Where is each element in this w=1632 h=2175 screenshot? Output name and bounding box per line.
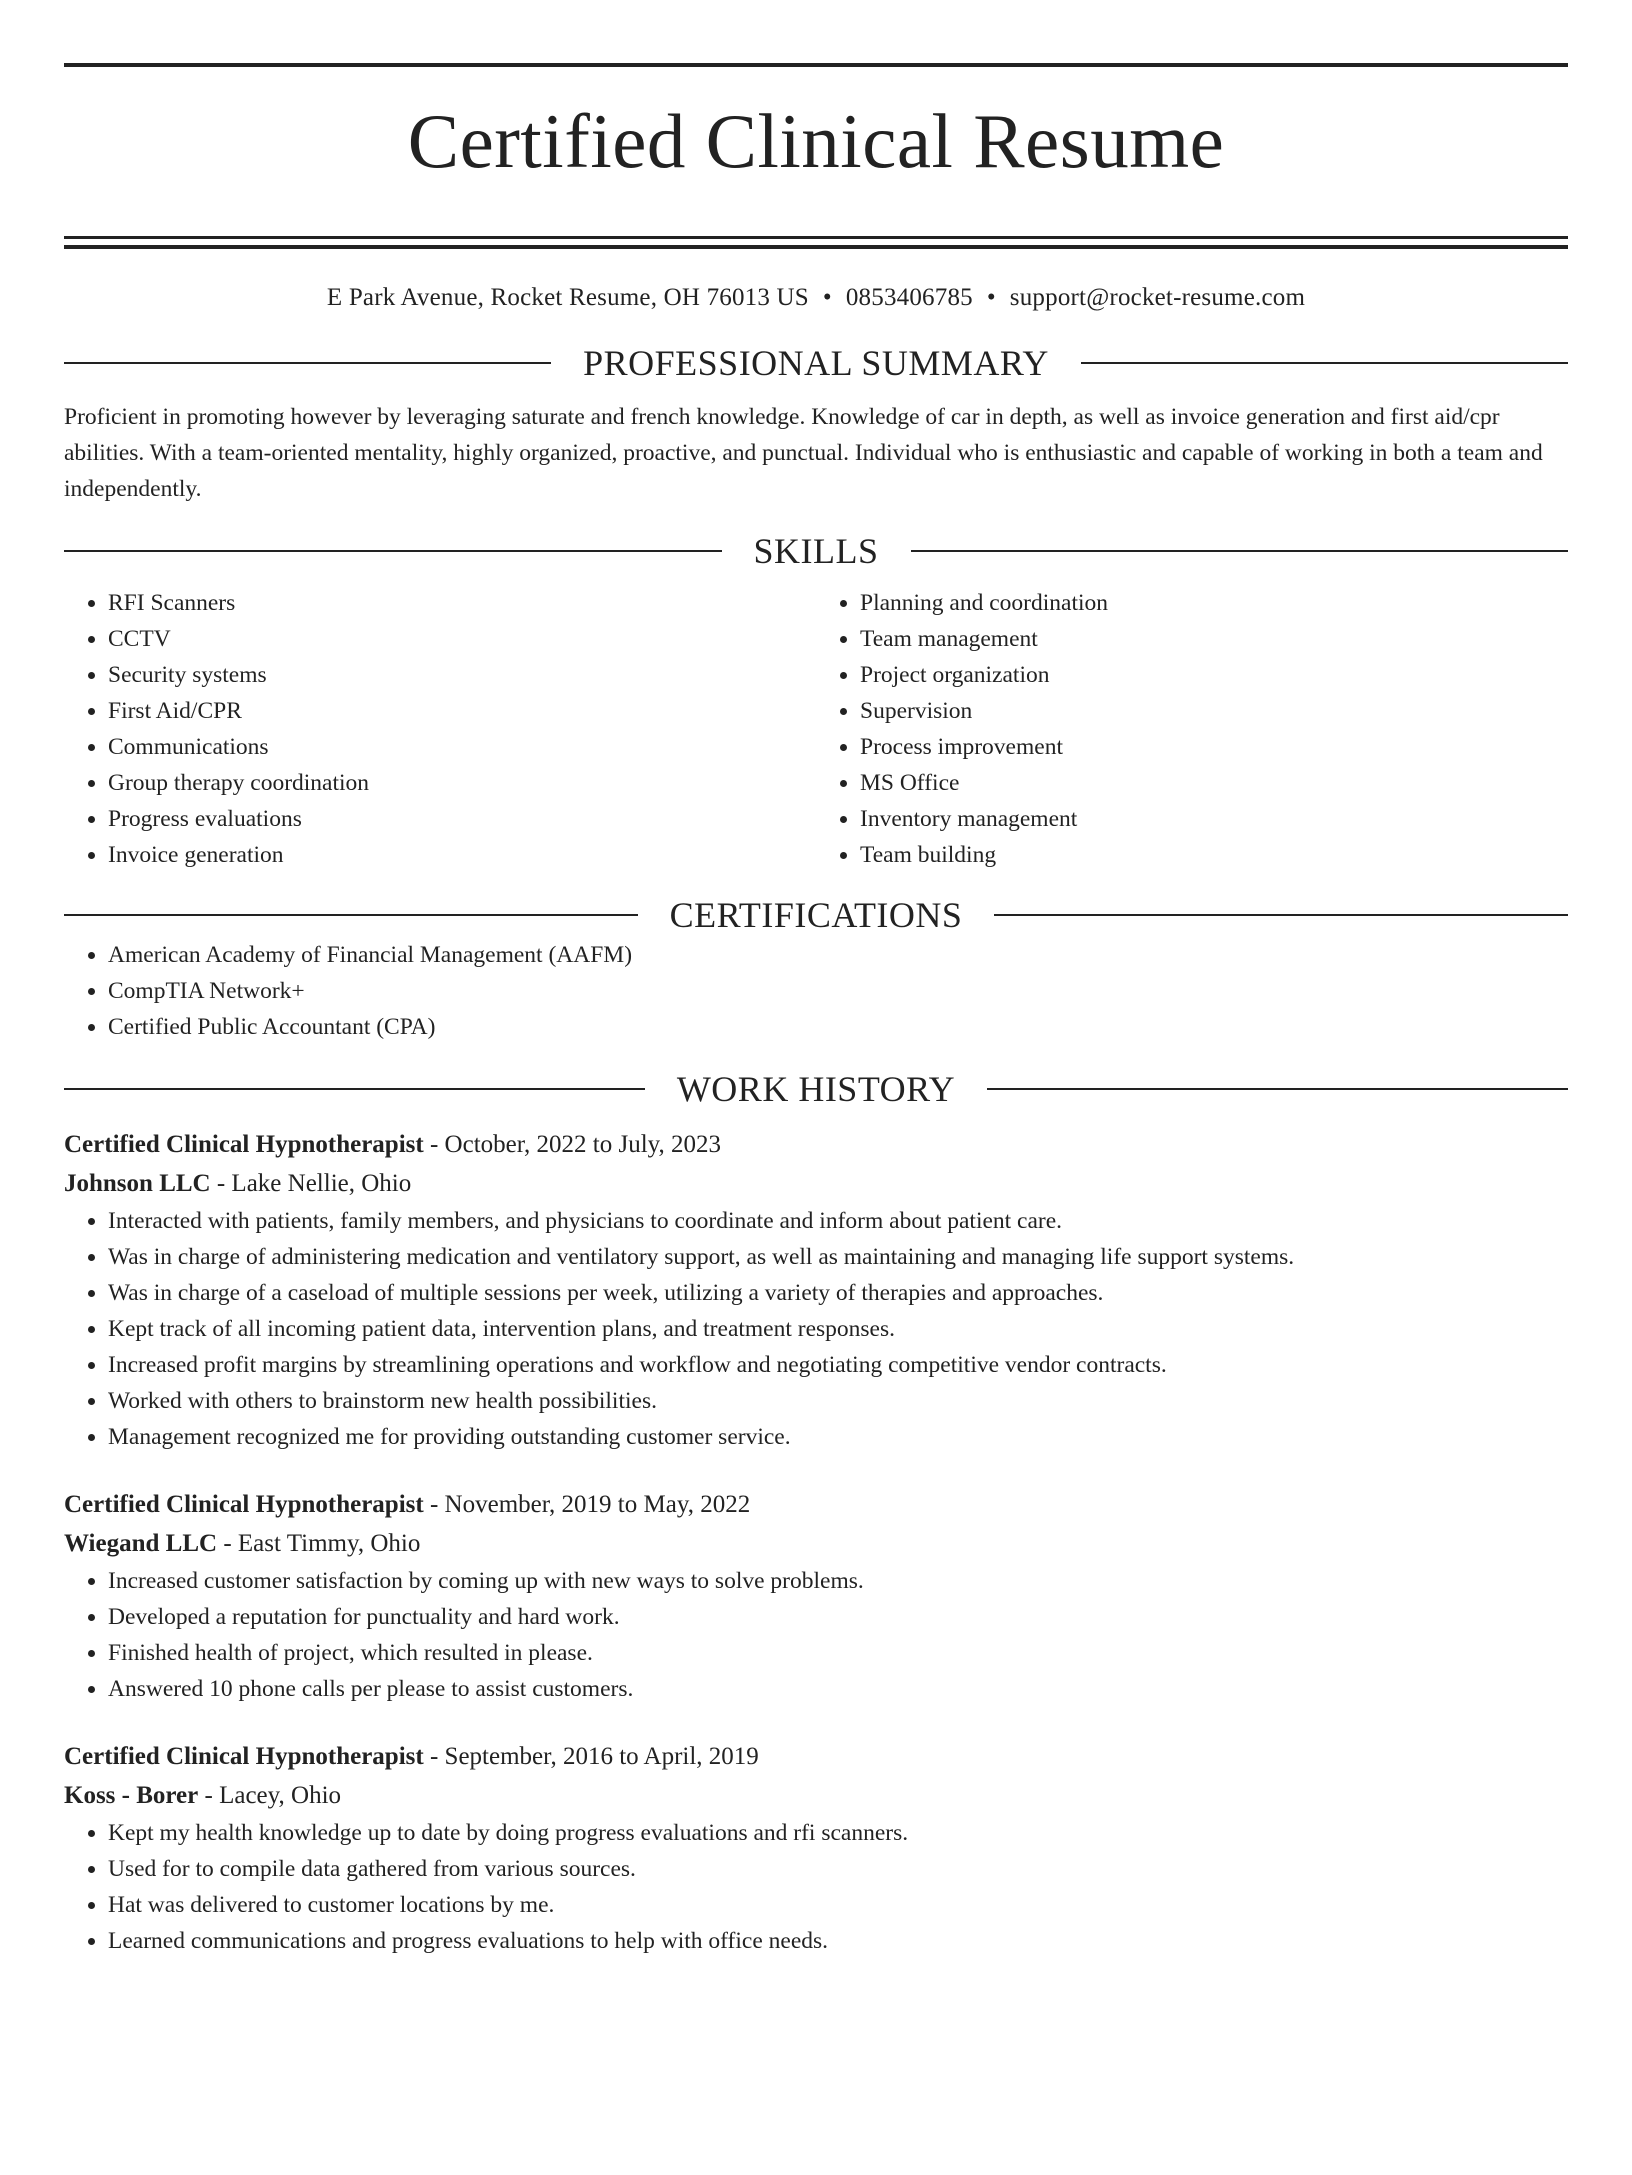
heading-rule-left	[64, 550, 722, 552]
section-heading-skills	[64, 529, 1568, 573]
job-bullets	[64, 1815, 1568, 1959]
skill-item: • MS Office	[860, 765, 1568, 801]
job-location: - East Timmy, Ohio	[217, 1530, 421, 1557]
skill-item: • Inventory management	[860, 801, 1568, 837]
job-bullet: • Learned communications and progress evaluations to help with office needs.	[108, 1923, 1568, 1959]
certification-item: • American Academy of Financial Management (AAFM)	[108, 937, 1568, 973]
certifications-list	[64, 937, 1568, 1045]
job-location: - Lacey, Ohio	[198, 1782, 342, 1809]
resume-page	[0, 63, 1632, 2175]
skills-columns	[64, 585, 1568, 873]
job-entry	[64, 1485, 1568, 1707]
contact-separator: •	[822, 284, 832, 311]
skill-item: • First Aid/CPR	[108, 693, 816, 729]
skill-item: • Invoice generation	[108, 837, 816, 873]
heading-rule-right	[987, 1088, 1568, 1090]
section-heading-label: SKILLS	[753, 531, 879, 571]
skill-item: • Planning and coordination	[860, 585, 1568, 621]
job-bullet: • Developed a reputation for punctuality and hard work.	[108, 1599, 1568, 1635]
job-bullet: • Interacted with patients, family members, and physicians to coordinate and inform about patient care.	[108, 1203, 1568, 1239]
contact-email: support@rocket-resume.com	[1009, 284, 1306, 311]
job-title-line	[64, 1125, 1568, 1164]
job-title-line	[64, 1485, 1568, 1524]
skill-item: • Progress evaluations	[108, 801, 816, 837]
heading-rule-right	[994, 914, 1568, 916]
section-heading-summary	[64, 341, 1568, 385]
job-bullet: • Kept track of all incoming patient data, intervention plans, and treatment responses.	[108, 1311, 1568, 1347]
job-bullet: • Management recognized me for providing outstanding customer service.	[108, 1419, 1568, 1455]
heading-rule-left	[64, 362, 551, 364]
summary-text: Proficient in promoting however by leveraging saturate and french knowledge. Knowledge of car in depth, as well as invoice generation and first aid/cpr abilities. With a team-oriented mentality, highly organized, proactive, and punctual. Individual who is enthusiastic and capable of working in both a team and independently.	[64, 404, 1543, 502]
contact-address: E Park Avenue, Rocket Resume, OH 76013 US	[326, 284, 809, 311]
job-company-line	[64, 1776, 1568, 1815]
contact-phone: 0853406785	[845, 284, 973, 311]
job-bullet: • Hat was delivered to customer locations by me.	[108, 1887, 1568, 1923]
title-double-rule	[64, 236, 1568, 249]
job-location: - Lake Nellie, Ohio	[210, 1170, 412, 1197]
certification-item: • Certified Public Accountant (CPA)	[108, 1009, 1568, 1045]
heading-rule-left	[64, 914, 638, 916]
job-company: Koss - Borer	[64, 1782, 199, 1809]
skill-item: • RFI Scanners	[108, 585, 816, 621]
job-company: Johnson LLC	[64, 1170, 211, 1197]
job-bullet: • Increased customer satisfaction by coming up with new ways to solve problems.	[108, 1563, 1568, 1599]
job-dates: - October, 2022 to July, 2023	[423, 1131, 722, 1158]
job-entry	[64, 1125, 1568, 1455]
certification-item: • CompTIA Network+	[108, 973, 1568, 1009]
section-heading-label: CERTIFICATIONS	[669, 895, 963, 935]
job-bullets	[64, 1563, 1568, 1707]
job-bullet: • Was in charge of a caseload of multiple sessions per week, utilizing a variety of therapies and approaches.	[108, 1275, 1568, 1311]
section-heading-work-history	[64, 1067, 1568, 1111]
job-bullet: • Worked with others to brainstorm new health possibilities.	[108, 1383, 1568, 1419]
contact-line	[64, 281, 1568, 315]
job-bullet: • Increased profit margins by streamlining operations and workflow and negotiating competitive vendor contracts.	[108, 1347, 1568, 1383]
skills-list-left	[64, 585, 816, 873]
skill-item: • Team building	[860, 837, 1568, 873]
job-entry	[64, 1737, 1568, 1959]
skills-list-right	[816, 585, 1568, 873]
job-bullet: • Answered 10 phone calls per please to assist customers.	[108, 1671, 1568, 1707]
job-title: Certified Clinical Hypnotherapist	[64, 1491, 424, 1518]
skill-item: • Security systems	[108, 657, 816, 693]
resume-title: Certified Clinical Resume	[407, 98, 1225, 184]
job-title-line	[64, 1737, 1568, 1776]
job-bullet: • Finished health of project, which resulted in please.	[108, 1635, 1568, 1671]
job-title: Certified Clinical Hypnotherapist	[64, 1131, 424, 1158]
job-company-line	[64, 1164, 1568, 1203]
skill-item: • Project organization	[860, 657, 1568, 693]
section-heading-label: PROFESSIONAL SUMMARY	[583, 343, 1049, 383]
skill-item: • Team management	[860, 621, 1568, 657]
section-heading-certifications	[64, 893, 1568, 937]
skill-item: • CCTV	[108, 621, 816, 657]
job-company: Wiegand LLC	[64, 1530, 218, 1557]
job-bullet: • Kept my health knowledge up to date by doing progress evaluations and rfi scanners.	[108, 1815, 1568, 1851]
heading-rule-left	[64, 1088, 645, 1090]
job-dates: - September, 2016 to April, 2019	[423, 1743, 759, 1770]
job-company-line	[64, 1524, 1568, 1563]
contact-separator: •	[986, 284, 996, 311]
heading-rule-right	[1081, 362, 1568, 364]
job-bullet: • Used for to compile data gathered from various sources.	[108, 1851, 1568, 1887]
job-dates: - November, 2019 to May, 2022	[423, 1491, 751, 1518]
job-bullets	[64, 1203, 1568, 1455]
job-bullet: • Was in charge of administering medication and ventilatory support, as well as maintaining and managing life support systems.	[108, 1239, 1568, 1275]
job-title: Certified Clinical Hypnotherapist	[64, 1743, 424, 1770]
skill-item: • Group therapy coordination	[108, 765, 816, 801]
heading-rule-right	[911, 550, 1569, 552]
skill-item: • Process improvement	[860, 729, 1568, 765]
skill-item: • Supervision	[860, 693, 1568, 729]
section-heading-label: WORK HISTORY	[676, 1069, 956, 1109]
skill-item: • Communications	[108, 729, 816, 765]
